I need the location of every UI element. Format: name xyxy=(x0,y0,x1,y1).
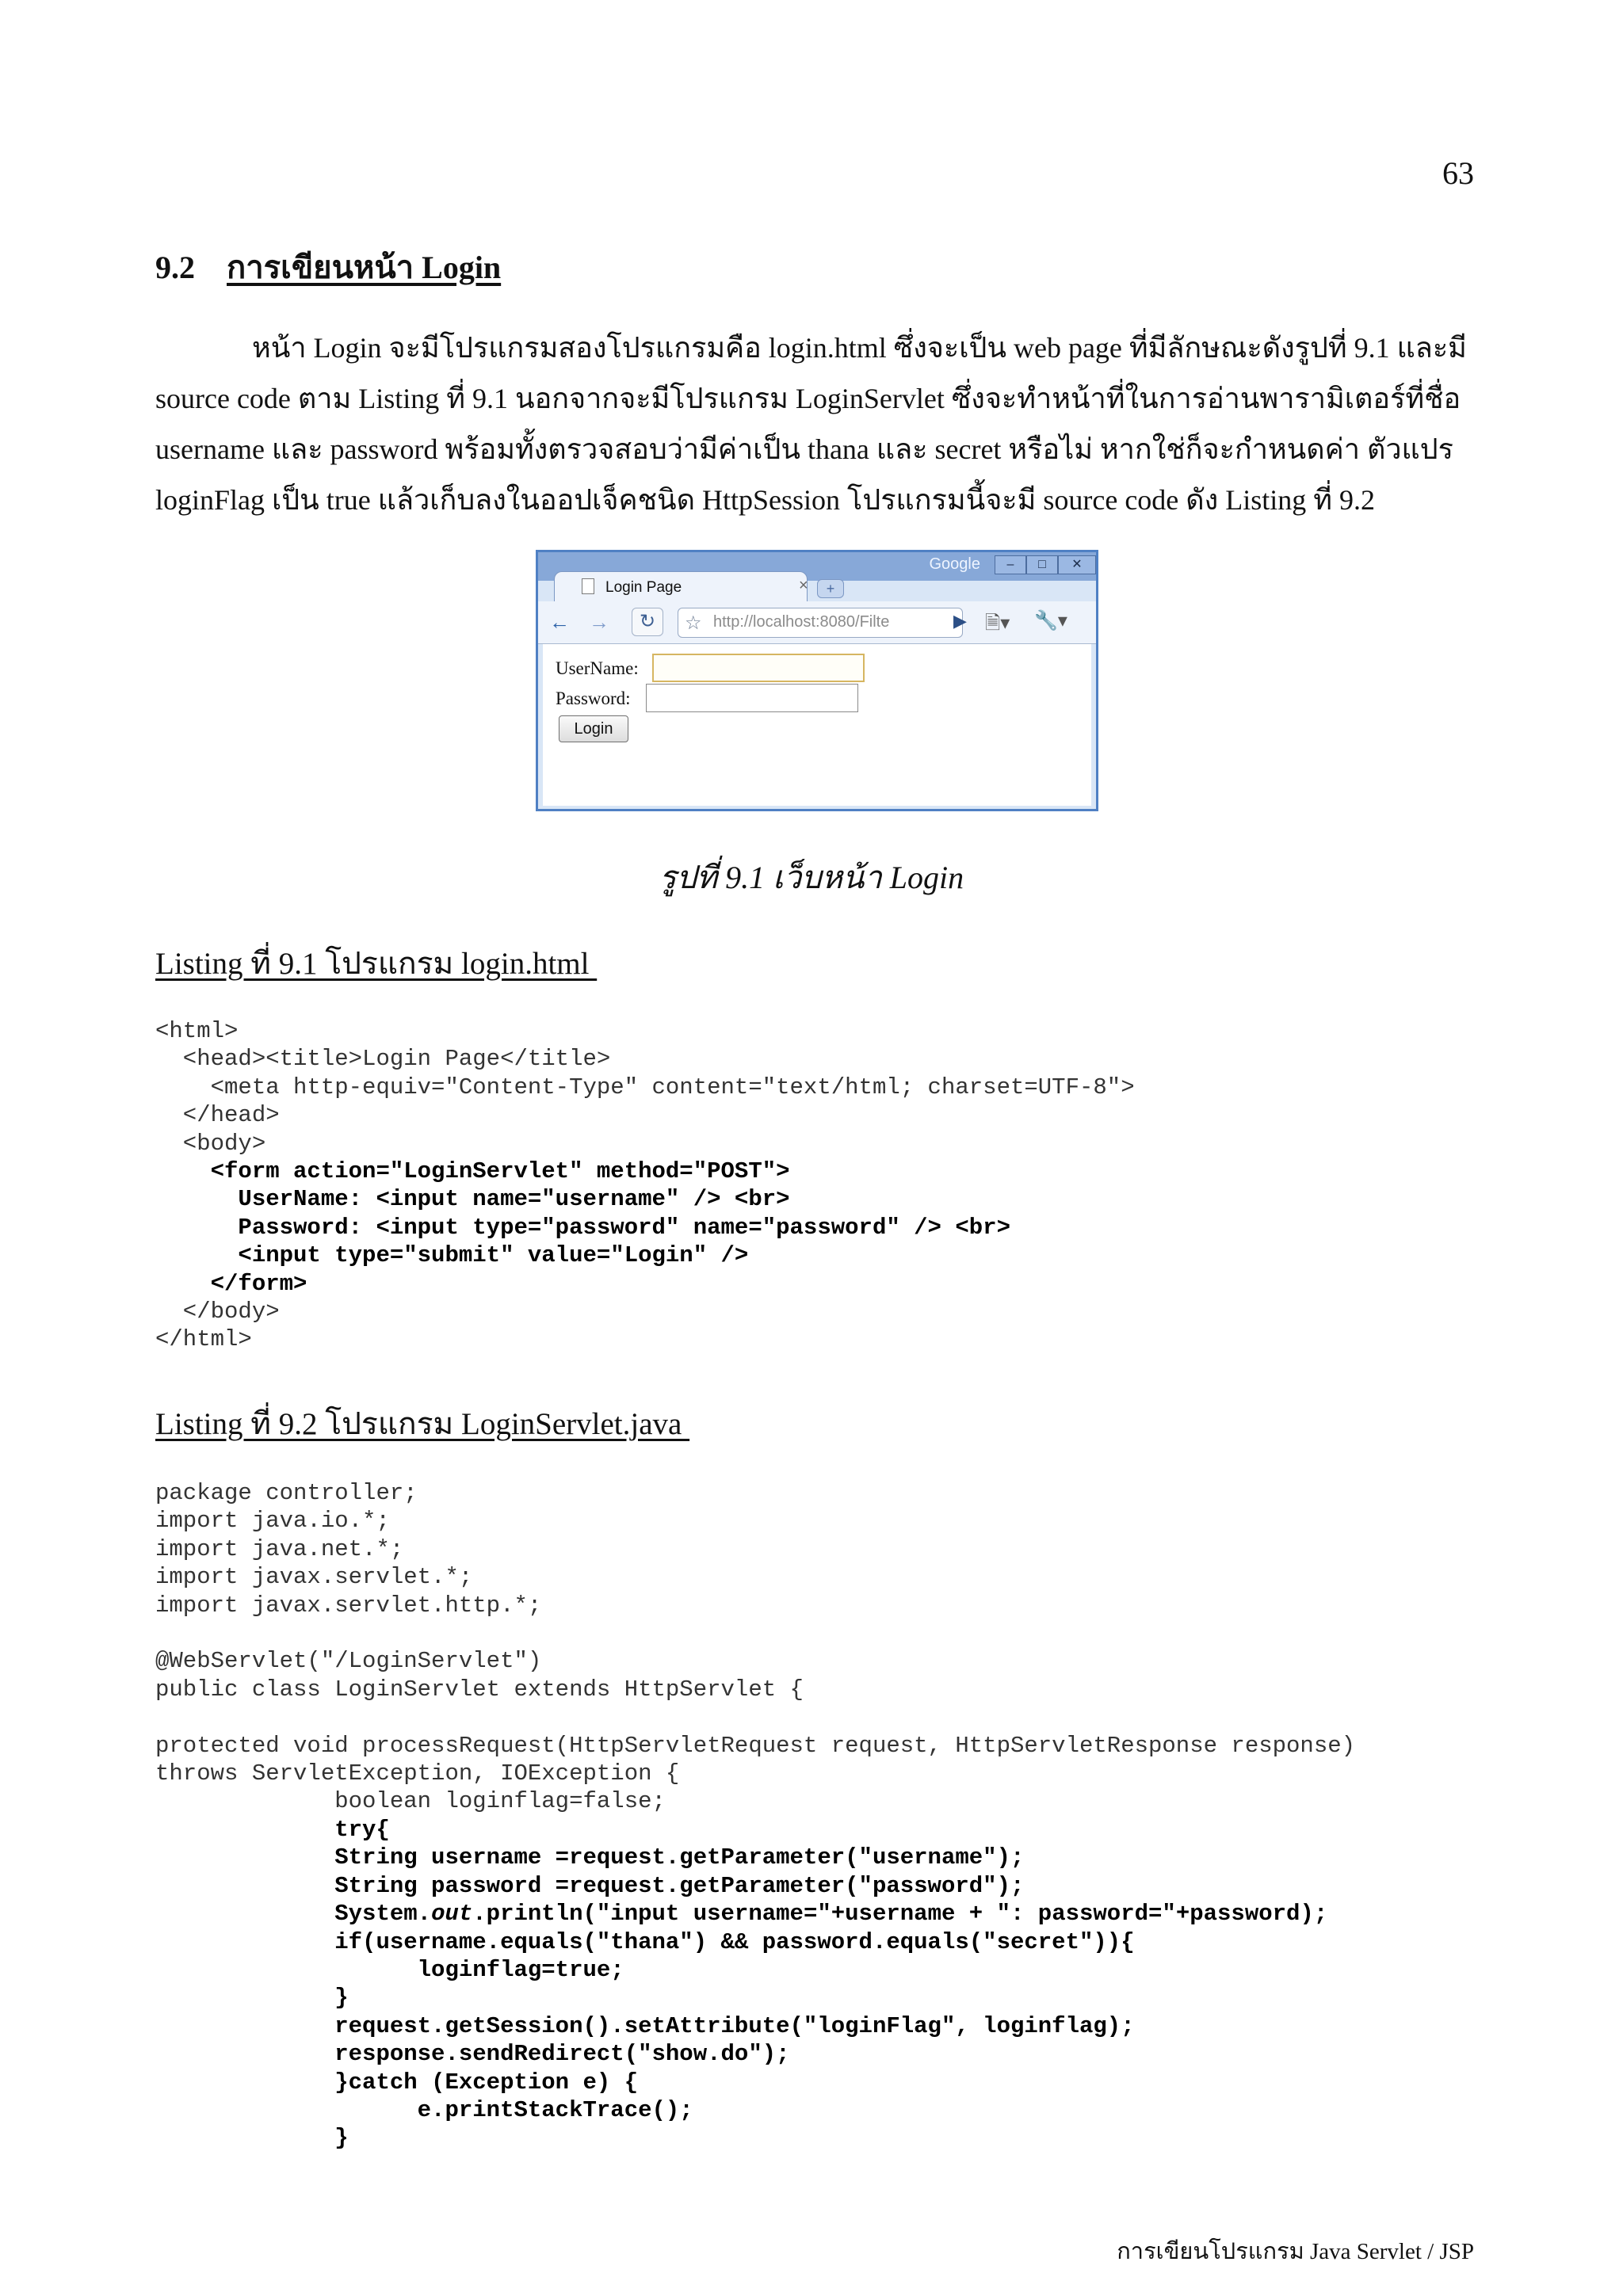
code-line: response.sendRedirect("show.do"); xyxy=(155,2041,790,2068)
page-viewport xyxy=(543,644,1091,806)
maximize-icon[interactable]: □ xyxy=(1026,555,1058,574)
section-heading xyxy=(155,242,501,292)
code-line: <head><title>Login Page</title> xyxy=(155,1046,611,1073)
code-line: String username =request.getParameter("username"); xyxy=(155,1844,1025,1871)
brand-label: Google xyxy=(929,555,980,573)
back-icon[interactable]: ← xyxy=(549,610,570,634)
code-line: } xyxy=(155,1985,349,2012)
tab-login-page[interactable] xyxy=(554,571,808,603)
url-text: http://localhost:8080/Filte xyxy=(713,613,890,631)
code-line: import java.io.*; xyxy=(155,1508,390,1535)
code-line: } xyxy=(155,2125,349,2152)
tab-close-icon[interactable]: × xyxy=(799,577,808,594)
page-menu-icon[interactable]: 🗎▾ xyxy=(985,612,1010,634)
code-line: throws ServletException, IOException { xyxy=(155,1760,680,1787)
code-line: UserName: <input name="username" /> <br> xyxy=(155,1186,790,1213)
intro-line: loginFlag เป็น true แล้วเก็บลงในออปเจ็คชนิด HttpSession โปรแกรมนี้จะมี source code ดัง Listing ที่ 9.2 xyxy=(155,484,1375,516)
figure-caption: รูปที่ 9.1 เว็บหน้า Login xyxy=(659,860,964,895)
code-line: </body> xyxy=(155,1299,280,1325)
code-line: .println("input username="+username + ": password="+password); xyxy=(472,1901,1328,1928)
code-line: if(username.equals("thana") && password.equals("secret")){ xyxy=(155,1928,1135,1955)
code-line: import javax.servlet.http.*; xyxy=(155,1592,542,1619)
go-icon[interactable]: ▶ xyxy=(953,611,967,631)
page-icon xyxy=(582,578,594,594)
listing1-title: Listing ที่ 9.1 โปรแกรม login.html xyxy=(155,947,598,981)
code-line: boolean loginflag=false; xyxy=(155,1788,666,1815)
code-line: <body> xyxy=(155,1130,266,1157)
code-line: import java.net.*; xyxy=(155,1535,404,1562)
login-button[interactable]: Login xyxy=(559,715,628,742)
new-tab-button[interactable]: + xyxy=(817,579,844,598)
code-line: Password: <input type="password" name="password" /> <br> xyxy=(155,1214,1010,1241)
code-line: <input type="submit" value="Login" /> xyxy=(155,1242,749,1269)
code-line: <meta http-equiv="Content-Type" content="text/html; charset=UTF-8"> xyxy=(155,1074,1135,1100)
intro-paragraph xyxy=(155,322,1471,525)
code-line: e.printStackTrace(); xyxy=(155,2096,693,2123)
password-label: Password: xyxy=(556,688,631,708)
code-line: @WebServlet("/LoginServlet") xyxy=(155,1648,542,1675)
code-line: <form action="LoginServlet" method="POST"> xyxy=(155,1158,790,1185)
code-line: out xyxy=(431,1901,473,1928)
wrench-icon[interactable]: 🔧▾ xyxy=(1034,610,1067,631)
username-input[interactable] xyxy=(652,654,865,682)
code-line: try{ xyxy=(155,1816,390,1843)
page-footer: การเขียนโปรแกรม Java Servlet / JSP xyxy=(1117,2239,1474,2264)
forward-icon[interactable]: → xyxy=(589,610,609,634)
listing2-code xyxy=(155,1479,1355,2153)
reload-icon[interactable]: ↻ xyxy=(632,608,663,636)
intro-line: หน้า Login จะมีโปรแกรมสองโปรแกรมคือ login.html ซึ่งจะเป็น web page ที่มีลักษณะดังรูปที่ 9.1 และมี xyxy=(252,332,1467,364)
code-line: loginflag=true; xyxy=(155,1956,624,1983)
listing2-title: Listing ที่ 9.2 โปรแกรม LoginServlet.java xyxy=(155,1407,690,1441)
section-number: 9.2 xyxy=(155,250,195,285)
listing1-code xyxy=(155,1017,1135,1354)
browser-toolbar xyxy=(538,601,1096,644)
code-line: package controller; xyxy=(155,1480,418,1506)
password-input[interactable] xyxy=(646,684,858,712)
code-line: </html> xyxy=(155,1326,252,1353)
username-label: UserName: xyxy=(556,658,639,678)
minimize-icon[interactable]: – xyxy=(995,555,1026,574)
page-number: 63 xyxy=(1442,155,1474,191)
section-title: การเขียนหน้า Login xyxy=(227,250,502,285)
code-line: String password =request.getParameter("password"); xyxy=(155,1872,1025,1899)
code-line: </head> xyxy=(155,1102,280,1129)
intro-line: source code ตาม Listing ที่ 9.1 นอกจากจะมีโปรแกรม LoginServlet ซึ่งจะทำหน้าที่ในการอ่านพารามิเตอร์ที่ชื่อ xyxy=(155,383,1461,414)
intro-line: username และ password พร้อมทั้งตรวจสอบว่ามีค่าเป็น thana และ secret หรือไม่ หากใช่ก็จะกำหนดค่า ตัวแปร xyxy=(155,433,1453,465)
tab-label: Login Page xyxy=(605,579,682,596)
login-page-screenshot xyxy=(536,550,1098,811)
close-icon[interactable]: ✕ xyxy=(1058,555,1096,574)
code-line: </form> xyxy=(155,1270,307,1297)
star-icon[interactable]: ☆ xyxy=(685,612,702,634)
address-bar[interactable] xyxy=(678,608,963,638)
code-line: import javax.servlet.*; xyxy=(155,1564,473,1591)
code-line: }catch (Exception e) { xyxy=(155,2069,639,2096)
code-line: <html> xyxy=(155,1018,239,1044)
code-line: public class LoginServlet extends HttpServlet { xyxy=(155,1676,804,1703)
code-line: request.getSession().setAttribute("loginFlag", loginflag); xyxy=(155,2012,1135,2039)
code-line: System. xyxy=(155,1901,432,1928)
code-line: protected void processRequest(HttpServletRequest request, HttpServletResponse response) xyxy=(155,1732,1356,1759)
